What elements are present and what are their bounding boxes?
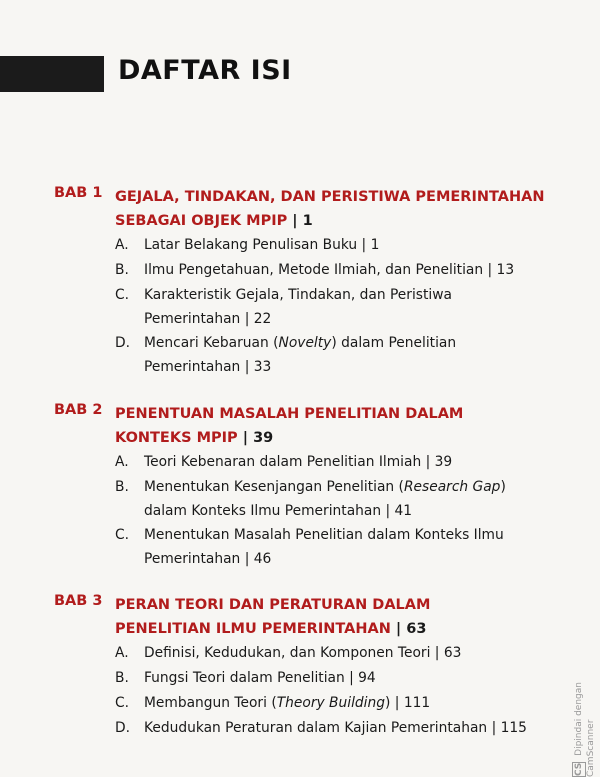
chapter-page: 39: [253, 430, 274, 446]
chapter-title: GEJALA, TINDAKAN, DAN PERISTIWA PEMERINTAHAN SEBAGAI OBJEK MPIP | 1: [115, 189, 545, 229]
camscanner-icon: CS: [574, 762, 584, 776]
chapter-title: PENENTUAN MASALAH PENELITIAN DALAM KONTEKS MPIP | 39: [115, 406, 464, 446]
item-page: 115: [500, 720, 527, 736]
chapter-page: 63: [406, 621, 427, 637]
chapter-title: PERAN TEORI DAN PERATURAN DALAM PENELITIAN ILMU PEMERINTAHAN | 63: [115, 597, 431, 637]
item-page: 39: [434, 454, 453, 470]
item-page: 41: [394, 503, 413, 519]
item-page: 111: [403, 695, 431, 711]
item-page: 33: [253, 359, 272, 375]
item-page: 13: [496, 262, 515, 278]
item-page: 94: [358, 670, 376, 686]
item-page: 22: [253, 311, 272, 327]
chapter-label: BAB 2: [54, 402, 103, 418]
item-page: 63: [443, 645, 462, 661]
chapter-page: 1: [302, 213, 313, 229]
chapter-label: BAB 3: [54, 593, 103, 609]
item-page: 1: [370, 237, 380, 253]
scanner-watermark: CS Dipindai dengan CamScanner: [574, 682, 596, 777]
page-title: DAFTAR ISI: [118, 55, 292, 86]
item-page: 46: [253, 551, 272, 567]
chapter-label: BAB 1: [54, 185, 103, 201]
title-bar-decoration: [0, 56, 104, 92]
